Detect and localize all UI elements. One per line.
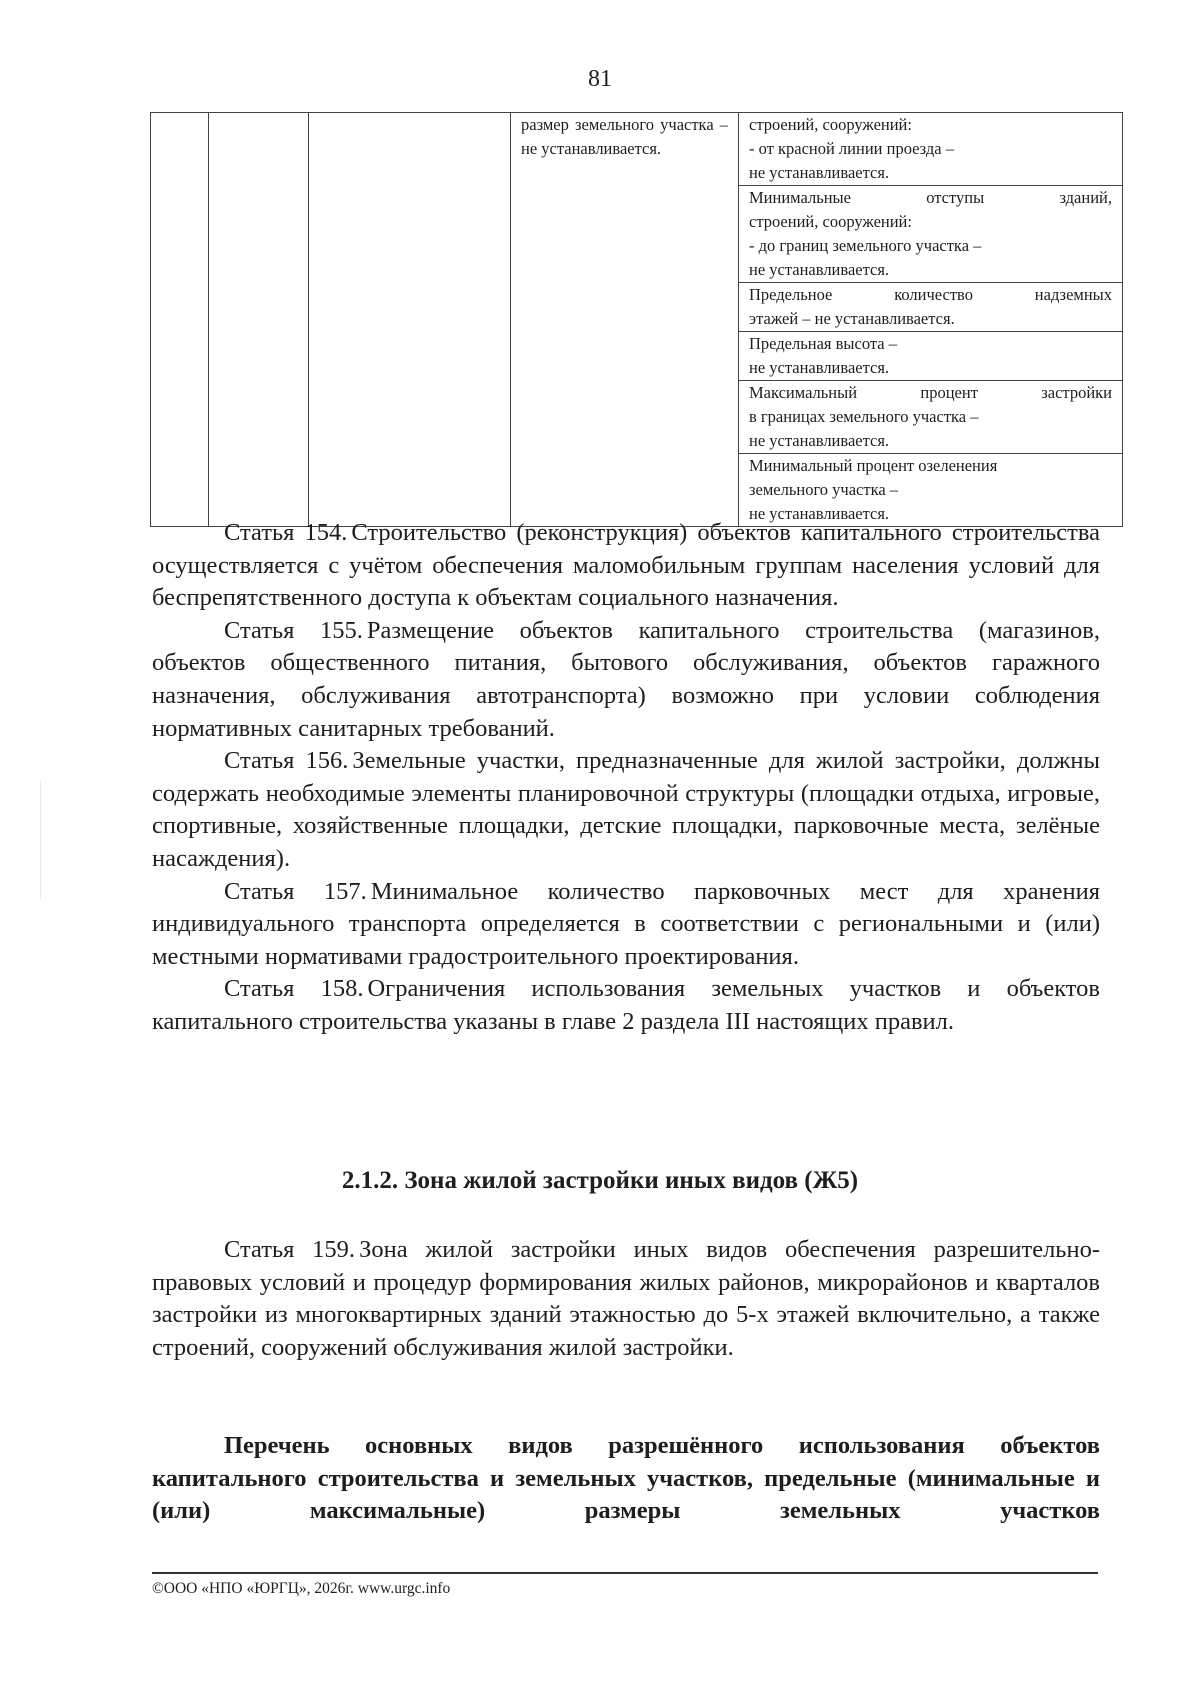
cell-line: размер земельного участка – xyxy=(521,115,728,134)
table-cell-param xyxy=(739,454,1123,527)
article-label: Статья 159. xyxy=(224,1236,356,1263)
article-159-block xyxy=(152,1234,1100,1364)
article-paragraph xyxy=(152,876,1100,974)
article-label: Статья 158. xyxy=(224,975,364,1003)
article-paragraph xyxy=(152,973,1100,1038)
article-text: Минимальное количество парковочных мест для хранения индивидуального транспорта определяется в соответствии с региональными и (или) местными нормативами градостроительного проектирования. xyxy=(152,877,1100,970)
section-heading: 2.1.2. Зона жилой застройки иных видов (Ж5) xyxy=(341,1167,859,1194)
cell-line: - до границ земельного участка – xyxy=(749,236,982,255)
article-paragraph xyxy=(152,517,1100,615)
cell-line: этажей – не устанавливается. xyxy=(749,309,955,328)
cell-line: не устанавливается. xyxy=(749,358,890,377)
table-cell-param xyxy=(739,113,1123,186)
cell-line: не устанавливается. xyxy=(749,163,890,182)
table-cell-empty xyxy=(309,113,511,527)
article-text: Размещение объектов капитального строительства (магазинов, объектов общественного питания, бытового обслуживания, объектов гаражного назначения, обслуживания автотранспорта) возможно при условии соблюдения нормативных санитарных требований. xyxy=(152,616,1100,742)
table-cell-param xyxy=(739,381,1123,454)
regulations-table xyxy=(150,112,1123,527)
article-label: Статья 156. xyxy=(224,747,349,775)
cell-line: не устанавливается. xyxy=(521,139,662,158)
article-paragraph xyxy=(152,745,1100,875)
cell-line: Предельное количество надземных xyxy=(749,285,1112,304)
table-cell-empty xyxy=(209,113,309,527)
article-paragraph xyxy=(152,1234,1100,1364)
bold-list-heading xyxy=(152,1430,1100,1528)
table-cell-empty xyxy=(151,113,209,527)
footer-divider xyxy=(152,1572,1098,1574)
cell-line: земельного участка – xyxy=(749,480,899,499)
table-cell-param xyxy=(739,332,1123,381)
cell-line: Минимальные отступы зданий, xyxy=(749,188,1112,207)
bold-paragraph: Перечень основных видов разрешённого использования объектов капитального строительства и земельных участков, предельные (минимальные и (или) максимальные) размеры земельных участков xyxy=(152,1432,1100,1525)
footer-copyright: ©ООО «НПО «ЮРГЦ», 2026г. www.urgc.info xyxy=(152,1580,451,1597)
cell-line: Минимальный процент озеленения xyxy=(749,456,998,475)
article-label: Статья 154. xyxy=(224,519,348,546)
article-text: Зона жилой застройки иных видов обеспечения разрешительно-правовых условий и процедур формирования жилых районов, микрорайонов и кварталов застройки из многоквартирных зданий этажностью до 5-х этажей включительно, а также строений, сооружений обслуживания жилой застройки. xyxy=(152,1236,1100,1361)
scan-artifact xyxy=(40,780,41,900)
table-cell-param xyxy=(739,283,1123,332)
article-label: Статья 157. xyxy=(224,877,367,905)
cell-line: строений, сооружений: xyxy=(749,212,912,231)
cell-line: строений, сооружений: xyxy=(749,115,912,134)
table-cell-land-size xyxy=(511,113,739,527)
cell-line: не устанавливается. xyxy=(749,431,890,450)
article-text: Ограничения использования земельных участков и объектов капитального строительства указаны в главе 2 раздела III настоящих правил. xyxy=(152,975,1101,1035)
cell-line: в границах земельного участка – xyxy=(749,407,979,426)
article-text: Земельные участки, предназначенные для жилой застройки, должны содержать необходимые элементы планировочной структуры (площадки отдыха, игровые, спортивные, хозяйственные площадки, детские площадки, парковочные места, зелёные насаждения). xyxy=(152,747,1100,872)
articles-block xyxy=(152,517,1100,1039)
cell-line: не устанавливается. xyxy=(749,504,890,523)
cell-line: Предельная высота – xyxy=(749,334,897,353)
article-text: Строительство (реконструкция) объектов капитального строительства осуществляется с учётом обеспечения маломобильным группам населения условий для беспрепятственного доступа к объектам социального назначения. xyxy=(152,519,1100,612)
article-paragraph xyxy=(152,615,1100,745)
table-cell-param xyxy=(739,186,1123,283)
cell-line: не устанавливается. xyxy=(749,260,890,279)
article-label: Статья 155. xyxy=(224,616,363,644)
cell-line: - от красной линии проезда – xyxy=(749,139,954,158)
page-number: 81 xyxy=(588,66,612,92)
cell-line: Максимальный процент застройки xyxy=(749,383,1112,402)
